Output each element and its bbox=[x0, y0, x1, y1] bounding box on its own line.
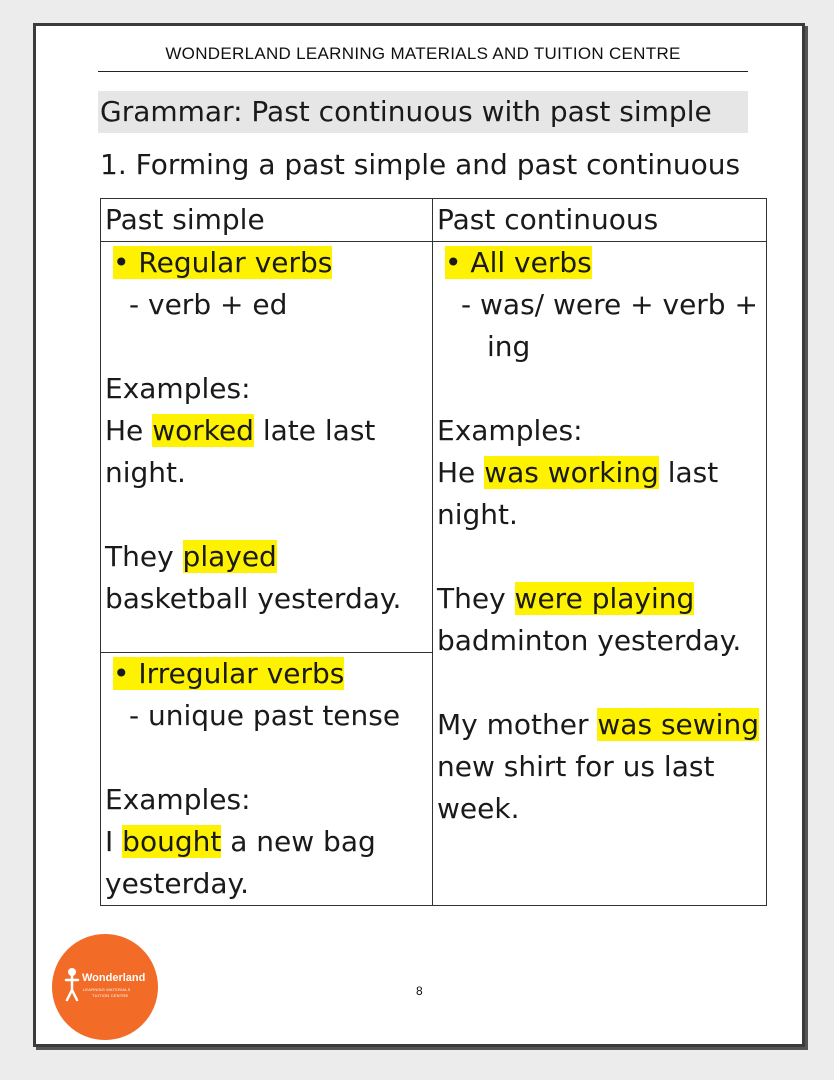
worksheet-page bbox=[33, 23, 805, 1047]
logo-tagline: TUITION CENTRE bbox=[92, 993, 129, 998]
continuous-example-1 bbox=[437, 452, 762, 494]
continuous-bullet-line bbox=[437, 242, 762, 284]
example-text: I bbox=[105, 825, 123, 858]
irregular-example-1 bbox=[105, 821, 428, 863]
regular-example-1 bbox=[105, 410, 428, 452]
title-band bbox=[98, 91, 748, 133]
page-title: Grammar: Past continuous with past simple bbox=[100, 95, 712, 128]
irregular-example-1-cont: yesterday. bbox=[105, 867, 250, 900]
header-divider bbox=[98, 71, 748, 72]
example-text: last bbox=[658, 456, 719, 489]
continuous-example-3-cont: new shirt for us last bbox=[437, 750, 715, 783]
table-row bbox=[101, 242, 767, 653]
bullet-icon: • bbox=[113, 246, 130, 279]
regular-label-highlight bbox=[113, 246, 332, 279]
irregular-examples-label: Examples: bbox=[105, 783, 251, 816]
example-text: He bbox=[105, 414, 153, 447]
example-text: He bbox=[437, 456, 485, 489]
verb-highlight: was working bbox=[484, 456, 659, 489]
spacer bbox=[437, 536, 762, 578]
irregular-rule: - unique past tense bbox=[129, 699, 401, 732]
verb-highlight: bought bbox=[122, 825, 222, 858]
logo-figure-icon bbox=[62, 966, 82, 1004]
past-continuous-cell bbox=[433, 242, 767, 906]
verb-highlight: played bbox=[182, 540, 277, 573]
col-header-past-continuous: Past continuous bbox=[433, 199, 767, 242]
example-text: They bbox=[437, 582, 515, 615]
page-number: 8 bbox=[416, 984, 423, 998]
continuous-example-3-end: week. bbox=[437, 792, 520, 825]
irregular-verbs-label: Irregular verbs bbox=[138, 657, 345, 690]
continuous-rule: - was/ were + verb + bbox=[461, 288, 758, 321]
continuous-example-2 bbox=[437, 578, 762, 620]
example-text: My mother bbox=[437, 708, 598, 741]
example-text: late last bbox=[253, 414, 376, 447]
regular-rule: - verb + ed bbox=[129, 288, 288, 321]
logo-tagline: LEARNING MATERIALS bbox=[83, 987, 131, 992]
regular-example-2-cont: basketball yesterday. bbox=[105, 582, 402, 615]
spacer bbox=[437, 368, 762, 410]
regular-bullet-line bbox=[105, 242, 428, 284]
regular-example-2 bbox=[105, 536, 428, 578]
continuous-example-1-cont: night. bbox=[437, 498, 518, 531]
regular-examples-label: Examples: bbox=[105, 372, 251, 405]
spacer bbox=[105, 494, 428, 536]
verb-highlight: worked bbox=[152, 414, 254, 447]
continuous-label-highlight bbox=[445, 246, 592, 279]
continuous-rule-cont: ing bbox=[487, 330, 531, 363]
grammar-table bbox=[100, 198, 767, 906]
bullet-icon: • bbox=[445, 246, 462, 279]
logo-name: Wonderland bbox=[82, 972, 146, 984]
spacer bbox=[437, 662, 762, 704]
table-header-row bbox=[101, 199, 767, 242]
spacer bbox=[105, 737, 428, 779]
section-heading: 1. Forming a past simple and past continuous bbox=[100, 148, 741, 181]
irregular-label-highlight bbox=[113, 657, 344, 690]
page-header: WONDERLAND LEARNING MATERIALS AND TUITION CENTRE bbox=[165, 44, 681, 63]
bullet-icon: • bbox=[113, 657, 130, 690]
example-text: a new bag bbox=[221, 825, 376, 858]
regular-verbs-cell bbox=[101, 242, 433, 653]
verb-highlight: was sewing bbox=[597, 708, 759, 741]
irregular-verbs-cell bbox=[101, 653, 433, 906]
wonderland-logo bbox=[52, 934, 158, 1040]
all-verbs-label: All verbs bbox=[470, 246, 592, 279]
example-text: They bbox=[105, 540, 183, 573]
continuous-example-2-cont: badminton yesterday. bbox=[437, 624, 742, 657]
col-header-past-simple: Past simple bbox=[101, 199, 433, 242]
irregular-bullet-line bbox=[105, 653, 428, 695]
continuous-example-3 bbox=[437, 704, 762, 746]
spacer bbox=[105, 326, 428, 368]
continuous-examples-label: Examples: bbox=[437, 414, 583, 447]
regular-example-1-cont: night. bbox=[105, 456, 186, 489]
verb-highlight: were playing bbox=[514, 582, 695, 615]
regular-verbs-label: Regular verbs bbox=[138, 246, 333, 279]
